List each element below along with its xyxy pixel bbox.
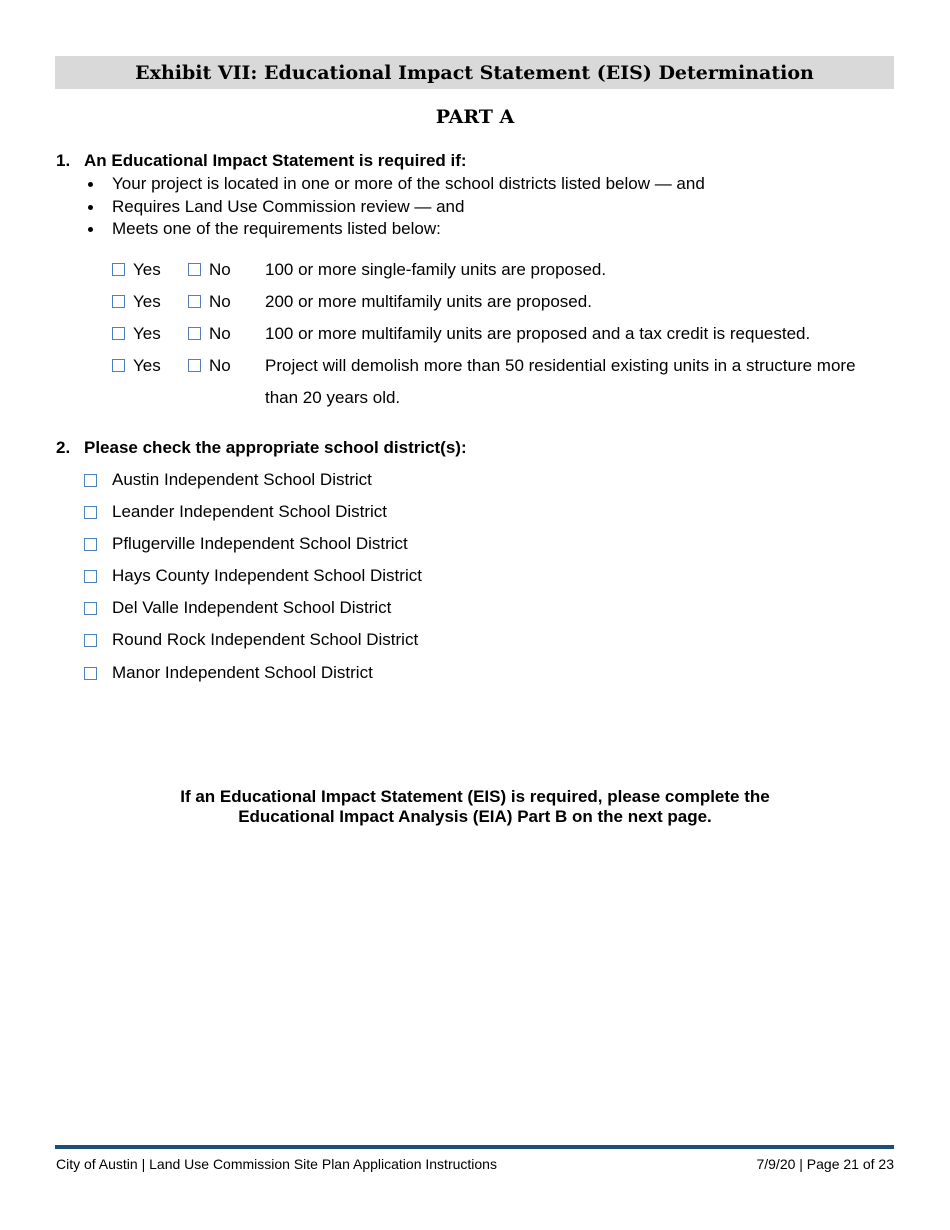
yes-label: Yes: [133, 324, 161, 343]
yes-checkbox[interactable]: [112, 295, 125, 308]
exhibit-title: [55, 56, 894, 89]
district-item: [0, 662, 600, 684]
district-checkbox[interactable]: [84, 474, 97, 487]
district-checkbox[interactable]: [84, 506, 97, 519]
yes-label: Yes: [133, 356, 161, 375]
part-heading: PART A: [435, 106, 515, 128]
yes-label: Yes: [133, 260, 161, 279]
requirement-text: 100 or more multifamily units are proposed and a tax credit is requested.: [265, 324, 811, 343]
question-1-heading: [56, 151, 467, 171]
no-checkbox[interactable]: [188, 263, 201, 276]
district-item: [0, 469, 600, 491]
question-1-text: An Educational Impact Statement is required if:: [84, 151, 467, 170]
district-label: Pflugerville Independent School District: [112, 534, 408, 553]
district-item: [0, 533, 600, 555]
no-checkbox[interactable]: [188, 359, 201, 372]
district-item: [0, 629, 600, 651]
yes-checkbox[interactable]: [112, 359, 125, 372]
district-checkbox[interactable]: [84, 570, 97, 583]
district-label: Del Valle Independent School District: [112, 598, 392, 617]
district-label: Leander Independent School District: [112, 502, 388, 521]
no-label: No: [209, 356, 231, 375]
footer-left: City of Austin | Land Use Commission Site Plan Application Instructions: [56, 1156, 497, 1172]
question-2-number: 2.: [56, 438, 71, 457]
bullet-item: Requires Land Use Commission review — and: [84, 196, 705, 219]
district-checkbox[interactable]: [84, 634, 97, 647]
no-label: No: [209, 260, 231, 279]
requirement-text: 100 or more single-family units are proposed.: [265, 260, 607, 279]
question-1-number: 1.: [56, 151, 71, 170]
district-checkbox[interactable]: [84, 667, 97, 680]
district-checkbox[interactable]: [84, 602, 97, 615]
district-label: Manor Independent School District: [112, 663, 373, 682]
yes-checkbox[interactable]: [112, 263, 125, 276]
district-label: Hays County Independent School District: [112, 566, 422, 585]
no-checkbox[interactable]: [188, 327, 201, 340]
footer-page-info: 7/9/20 | Page 21 of 23: [756, 1156, 894, 1172]
district-item: [0, 565, 600, 587]
district-label: Round Rock Independent School District: [112, 630, 419, 649]
footer-divider: [55, 1145, 894, 1149]
requirement-text: Project will demolish more than 50 residential existing units in a structure more than 20 years old.: [265, 356, 856, 407]
question-2-text: Please check the appropriate school district(s):: [84, 438, 467, 457]
district-item: [0, 597, 600, 619]
instruction-note: [0, 787, 950, 827]
district-label: Austin Independent School District: [112, 470, 372, 489]
exhibit-title-text: Exhibit VII: Educational Impact Statement (EIS) Determination: [135, 61, 814, 84]
district-checkbox[interactable]: [84, 538, 97, 551]
note-line-2: Educational Impact Analysis (EIA) Part B on the next page.: [238, 807, 712, 826]
bullet-item: Meets one of the requirements listed below:: [84, 218, 705, 241]
no-label: No: [209, 324, 231, 343]
yes-checkbox[interactable]: [112, 327, 125, 340]
no-checkbox[interactable]: [188, 295, 201, 308]
question-2-heading: [56, 438, 467, 458]
question-1-bullets: [84, 173, 705, 241]
yes-label: Yes: [133, 292, 161, 311]
district-item: [0, 501, 600, 523]
note-line-1: If an Educational Impact Statement (EIS) is required, please complete the: [180, 787, 770, 806]
no-label: No: [209, 292, 231, 311]
requirement-text: 200 or more multifamily units are proposed.: [265, 292, 592, 311]
bullet-item: Your project is located in one or more of the school districts listed below — and: [84, 173, 705, 196]
